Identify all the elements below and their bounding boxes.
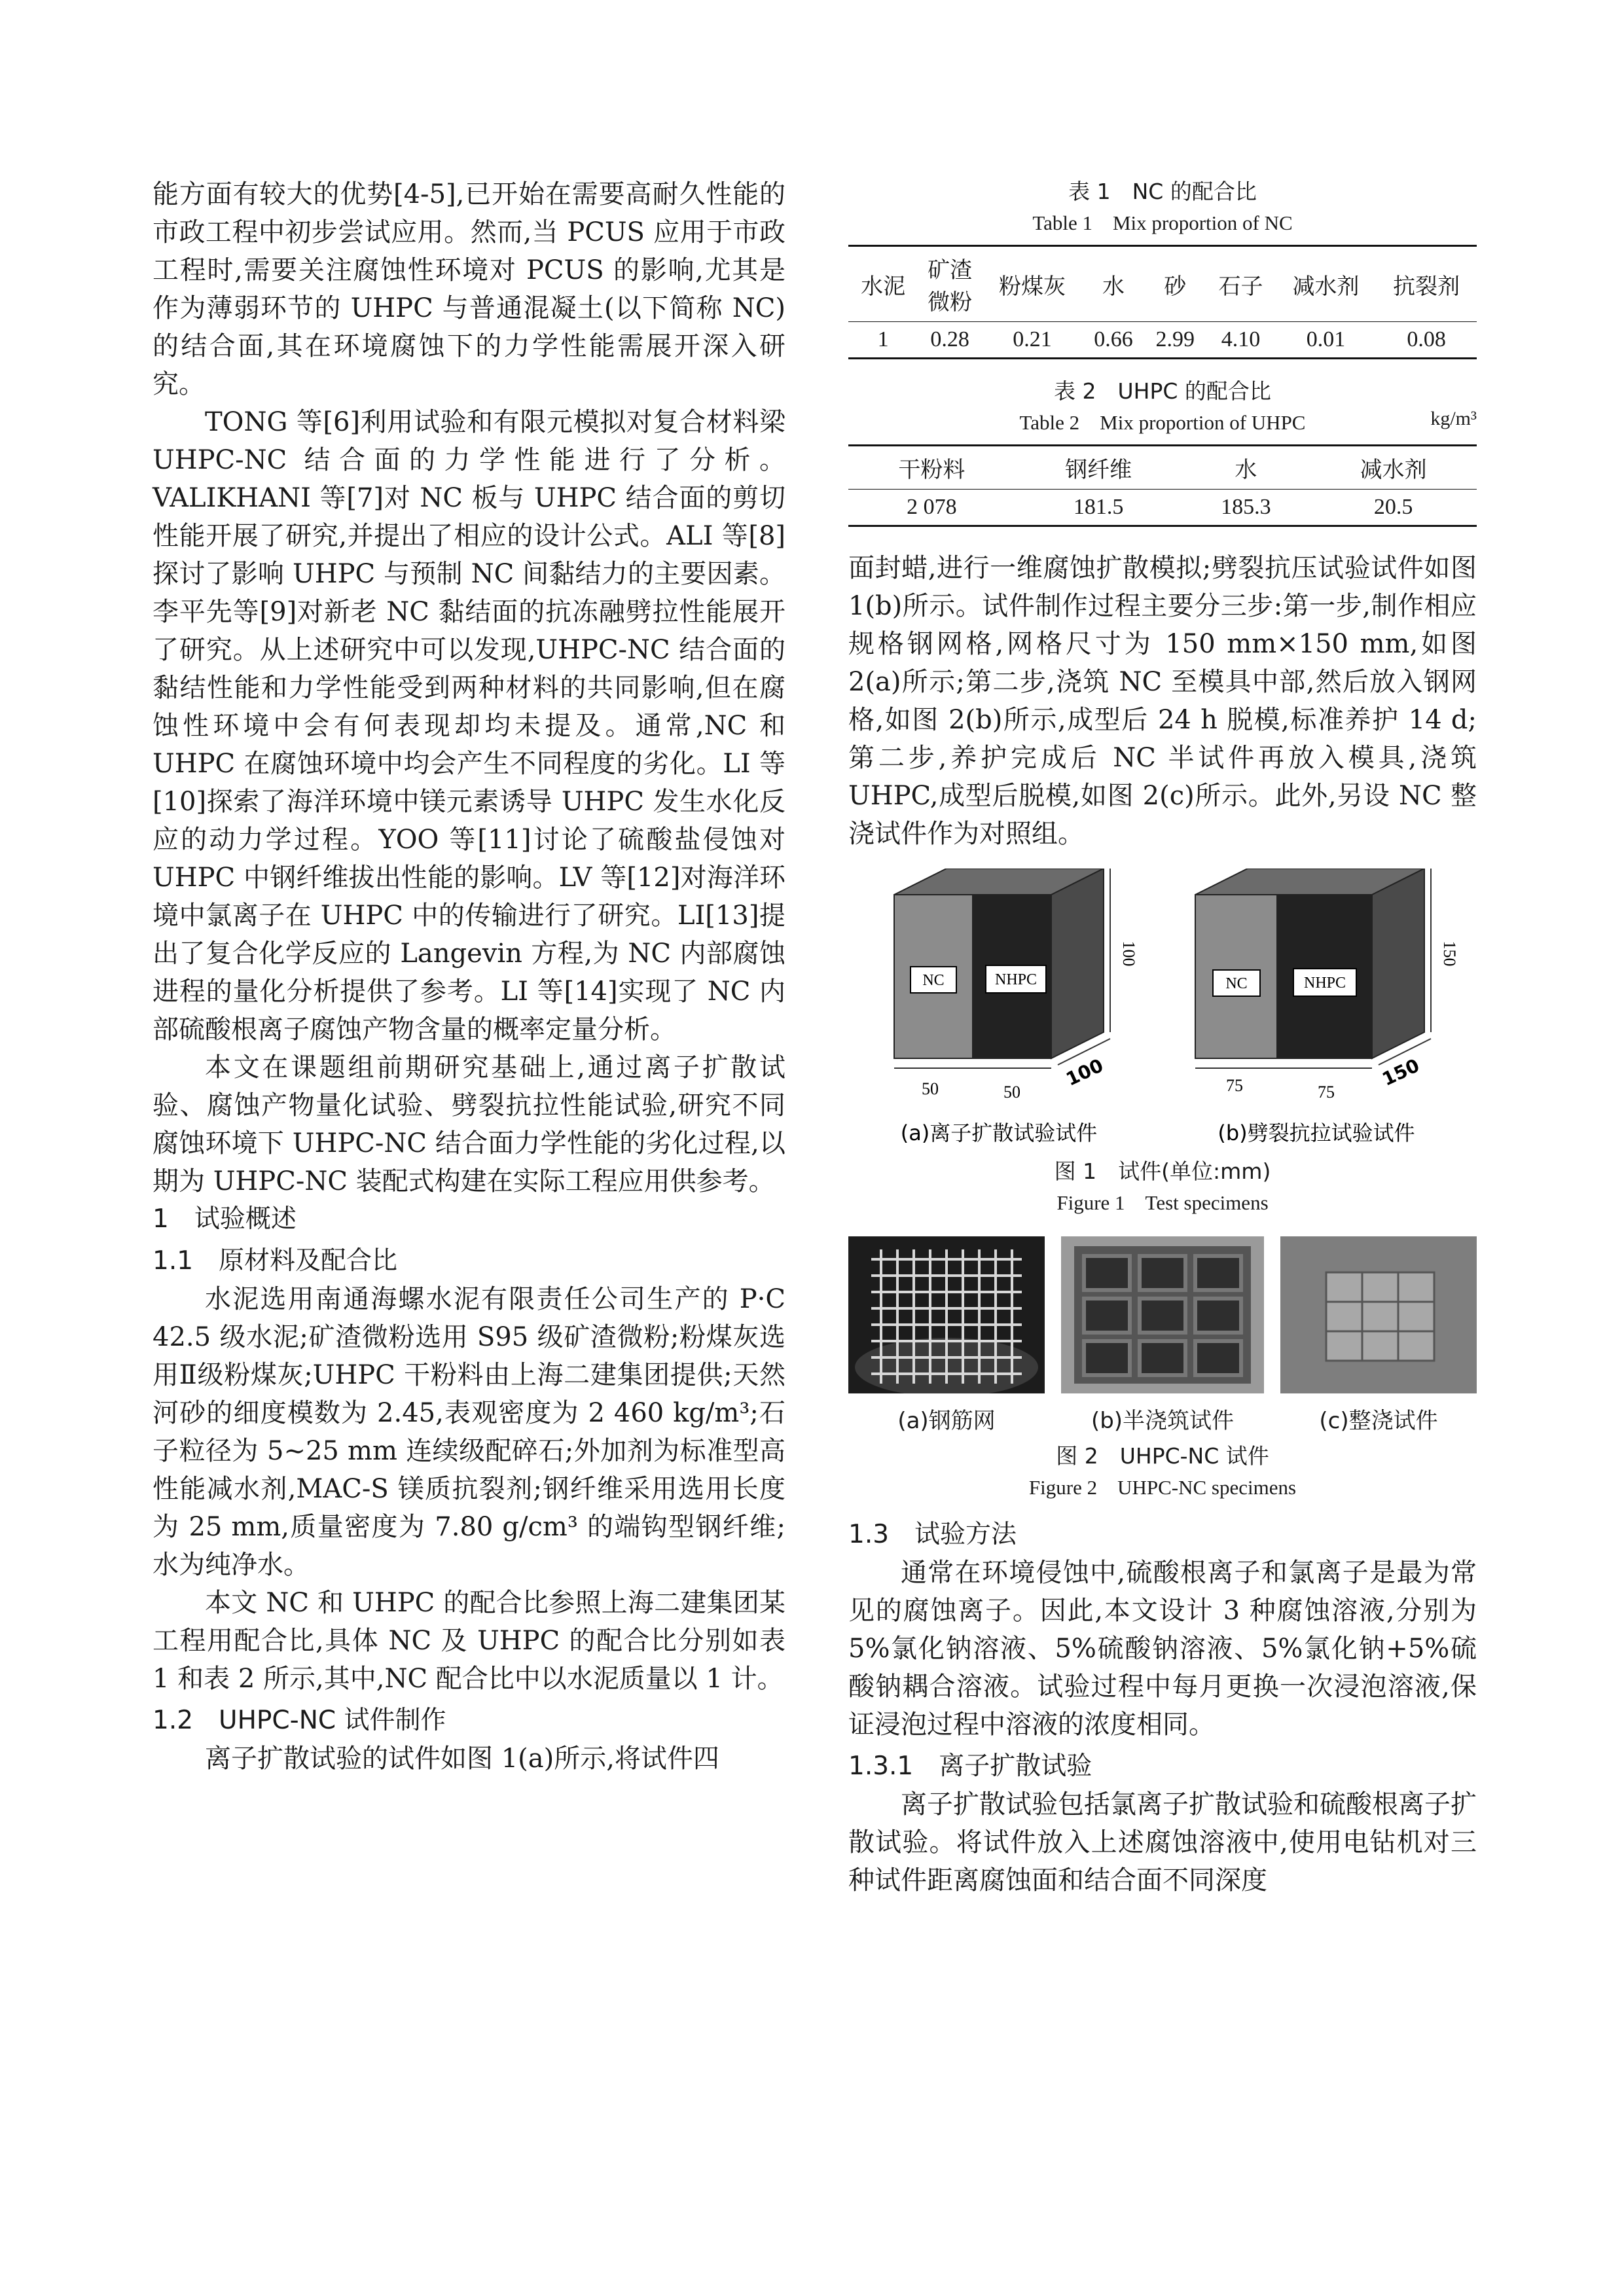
figure-1b-caption: (b)劈裂抗拉试验试件 — [1218, 1121, 1415, 1145]
table-1-block — [848, 175, 1477, 359]
left-column — [153, 175, 785, 1778]
dim-width-uhpc: 50 — [1003, 1083, 1020, 1102]
steel-mesh-photo — [848, 1236, 1045, 1393]
half-cast-specimen-photo — [1061, 1236, 1264, 1393]
section-heading-1-3: 1.3 试验方法 — [848, 1520, 1017, 1549]
dim-height: 150 — [1440, 941, 1459, 967]
figure-1 — [848, 869, 1477, 1218]
figure-1-caption-en: Figure 1 Test specimens — [1056, 1191, 1269, 1214]
figure-2b-caption: (b)半浇筑试件 — [1091, 1408, 1235, 1434]
table-2-header: 水 — [1235, 457, 1257, 483]
table-1 — [848, 245, 1477, 359]
table-2-block — [848, 375, 1477, 527]
paragraph-research-aim: 本文在课题组前期研究基础上,通过离子扩散试验、腐蚀产物量化试验、劈裂抗拉性能试验,研究不同腐蚀环境下 UHPC-NC 结合面力学性能的劣化过程,以期为 UHPC-NC 装配式构建在实际工程应用供参考。 — [153, 1052, 785, 1196]
section-heading-1-3-1: 1.3.1 离子扩散试验 — [848, 1751, 1092, 1781]
figure-2-caption-en: Figure 2 UHPC-NC specimens — [1028, 1476, 1297, 1499]
dim-width-uhpc: 75 — [1318, 1083, 1335, 1102]
table-1-header-row — [848, 246, 1477, 322]
dim-depth: 100 — [1062, 1054, 1107, 1090]
table-1-header: 减水剂 — [1292, 273, 1360, 300]
table-2-cell: 185.3 — [1221, 495, 1271, 519]
table-2-header: 钢纤维 — [1065, 457, 1132, 483]
table-1-header: 矿渣微粉 — [928, 257, 973, 315]
paragraph-literature-review: TONG 等[6]利用试验和有限元模拟对复合材料梁 UHPC-NC 结合面的力学性能进行了分析。VALIKHANI 等[7]对 NC 板与 UHPC 结合面的剪切性能开展了研究,并提出了相应的设计公式。ALI 等[8]探讨了影响 UHPC 与预制 NC 间黏结力的主要因素。李平先等[9]对新老 NC 黏结面的抗冻融劈拉性能展开了研究。从上述研究中可以发现,UHPC-NC 结合面的黏结性能和力学性能受到两种材料的共同影响,但在腐蚀性环境中会有何表现却均未提及。通常,NC 和 UHPC 在腐蚀环境中均会产生不同程度的劣化。LI 等[10]探索了海洋环境中镁元素诱导 UHPC 发生水化反应的动力学过程。YOO 等[11]讨论了硫酸盐侵蚀对 UHPC 中钢纤维拔出性能的影响。LV 等[12]对海洋环境中氯离子在 UHPC 中的传输进行了研究。LI[13]提出了复合化学反应的 Langevin 方程,为 NC 内部腐蚀进程的量化分析提供了参考。LI 等[14]实现了 NC 内部硫酸根离子腐蚀产物含量的概率定量分析。 — [153, 407, 785, 1045]
specimen-a-cube — [894, 869, 1138, 1102]
table-1-cell: 2.99 — [1155, 327, 1195, 351]
table-1-header: 水泥 — [861, 273, 906, 300]
figure-1-caption-cn: 图 1 试件(单位:mm) — [1054, 1158, 1271, 1184]
table-2-caption-cn: 表 2 UHPC 的配合比 — [1054, 378, 1271, 404]
table-1-header: 水 — [1102, 273, 1125, 300]
table-2-header-row — [848, 446, 1477, 490]
figure-1-diagrams — [848, 869, 1477, 1150]
right-column — [848, 175, 1477, 1899]
figure-2c-caption: (c)整浇试件 — [1319, 1408, 1438, 1434]
paragraph-intro-continued: 能方面有较大的优势[4-5],已开始在需要高耐久性能的市政工程中初步尝试应用。然而,当 PCUS 应用于市政工程时,需要关注腐蚀性环境对 PCUS 的影响,尤其是作为薄弱环节的 UHPC 与普通混凝土(以下简称 NC)的结合面,其在环境腐蚀下的力学性能需展开深入研究。 — [153, 179, 785, 399]
figure-2 — [848, 1236, 1477, 1503]
specimen-b-cube — [1195, 869, 1459, 1102]
table-2-cell: 20.5 — [1373, 495, 1413, 519]
dim-width-nc: 50 — [922, 1079, 939, 1098]
table-1-cell: 0.08 — [1407, 327, 1446, 351]
table-1-cell: 1 — [877, 327, 889, 351]
paragraph-materials: 水泥选用南通海螺水泥有限责任公司生产的 P·C 42.5 级水泥;矿渣微粉选用 S95 级矿渣微粉;粉煤灰选用Ⅱ级粉煤灰;UHPC 干粉料由上海二建集团提供;天然河砂的细度模数为 2.45,表观密度为 2 460 kg/m³;石子粒径为 5~25 mm 连续级配碎石;外加剂为标准型高性能减水剂,MAC-S 镁质抗裂剂;钢纤维采用选用长度为 25 mm,质量密度为 7.80 g/cm³ 的端钩型钢纤维;水为纯净水。 — [153, 1284, 785, 1580]
section-heading-1-1: 1.1 原材料及配合比 — [153, 1246, 398, 1276]
table-2-cell: 181.5 — [1073, 495, 1124, 519]
table-row — [848, 322, 1477, 359]
table-1-cell: 4.10 — [1221, 327, 1261, 351]
table-1-cell: 0.21 — [1013, 327, 1052, 351]
table-row — [848, 490, 1477, 526]
nc-label: NC — [922, 972, 945, 989]
paragraph-ion-diffusion: 离子扩散试验包括氯离子扩散试验和硫酸根离子扩散试验。将试件放入上述腐蚀溶液中,使用电钻机对三种试件距离腐蚀面和结合面不同深度 — [848, 1789, 1477, 1895]
figure-2a-caption: (a)钢筋网 — [897, 1408, 996, 1434]
table-1-header: 砂 — [1164, 273, 1187, 300]
section-heading-1: 1 试验概述 — [153, 1204, 297, 1234]
table-2-unit: kg/m³ — [1430, 408, 1477, 429]
table-1-cell: 0.28 — [930, 327, 969, 351]
dim-height: 100 — [1119, 941, 1138, 967]
table-1-caption-cn: 表 1 NC 的配合比 — [1068, 179, 1257, 204]
table-1-header: 石子 — [1218, 273, 1263, 300]
table-2 — [848, 444, 1477, 527]
figure-2-caption-cn: 图 2 UHPC-NC 试件 — [1056, 1443, 1269, 1469]
table-1-cell: 0.01 — [1306, 327, 1346, 351]
figure-1a-caption: (a)离子扩散试验试件 — [900, 1121, 1098, 1145]
table-1-caption-en: Table 1 Mix proportion of NC — [1032, 211, 1293, 234]
paragraph-mix-proportion: 本文 NC 和 UHPC 的配合比参照上海二建集团某工程用配合比,具体 NC 及 UHPC 的配合比分别如表 1 和表 2 所示,其中,NC 配合比中以水泥质量以 1 计。 — [153, 1588, 785, 1694]
table-1-header: 粉煤灰 — [999, 273, 1066, 300]
table-2-header: 干粉料 — [898, 457, 965, 483]
paragraph-specimen-prep-continued: 面封蜡,进行一维腐蚀扩散模拟;劈裂抗压试验试件如图 1(b)所示。试件制作过程主要分三步:第一步,制作相应规格钢网格,网格尺寸为 150 mm×150 mm,如图 2(a)所示;第二步,浇筑 NC 至模具中部,然后放入钢网格,如图 2(b)所示,成型后 24 h 脱模,标准养护 14 d;第二步,养护完成后 NC 半试件再放入模具,浇筑 UHPC,成型后脱模,如图 2(c)所示。此外,另设 NC 整浇试件作为对照组。 — [848, 553, 1477, 849]
section-heading-1-2: 1.2 UHPC-NC 试件制作 — [153, 1706, 446, 1735]
table-2-cell: 2 078 — [907, 495, 957, 519]
table-1-header: 抗裂剂 — [1393, 273, 1460, 300]
nhpc-label: NHPC — [994, 971, 1038, 988]
full-cast-specimen-photo — [1280, 1236, 1477, 1393]
nc-label: NC — [1225, 975, 1248, 992]
dim-width-nc: 75 — [1226, 1076, 1243, 1095]
dim-depth: 150 — [1379, 1054, 1423, 1090]
table-1-cell: 0.66 — [1094, 327, 1133, 351]
nhpc-label: NHPC — [1303, 975, 1346, 992]
table-2-caption-en: Table 2 Mix proportion of UHPC — [1019, 411, 1306, 434]
table-2-header: 减水剂 — [1360, 457, 1427, 483]
paragraph-specimen-prep: 离子扩散试验的试件如图 1(a)所示,将试件四 — [205, 1744, 719, 1774]
paragraph-test-method: 通常在环境侵蚀中,硫酸根离子和氯离子是最为常见的腐蚀离子。因此,本文设计 3 种腐蚀溶液,分别为 5%氯化钠溶液、5%硫酸钠溶液、5%氯化钠+5%硫酸钠耦合溶液。试验过程中每月更换一次浸泡溶液,保证浸泡过程中溶液的浓度相同。 — [848, 1558, 1477, 1740]
